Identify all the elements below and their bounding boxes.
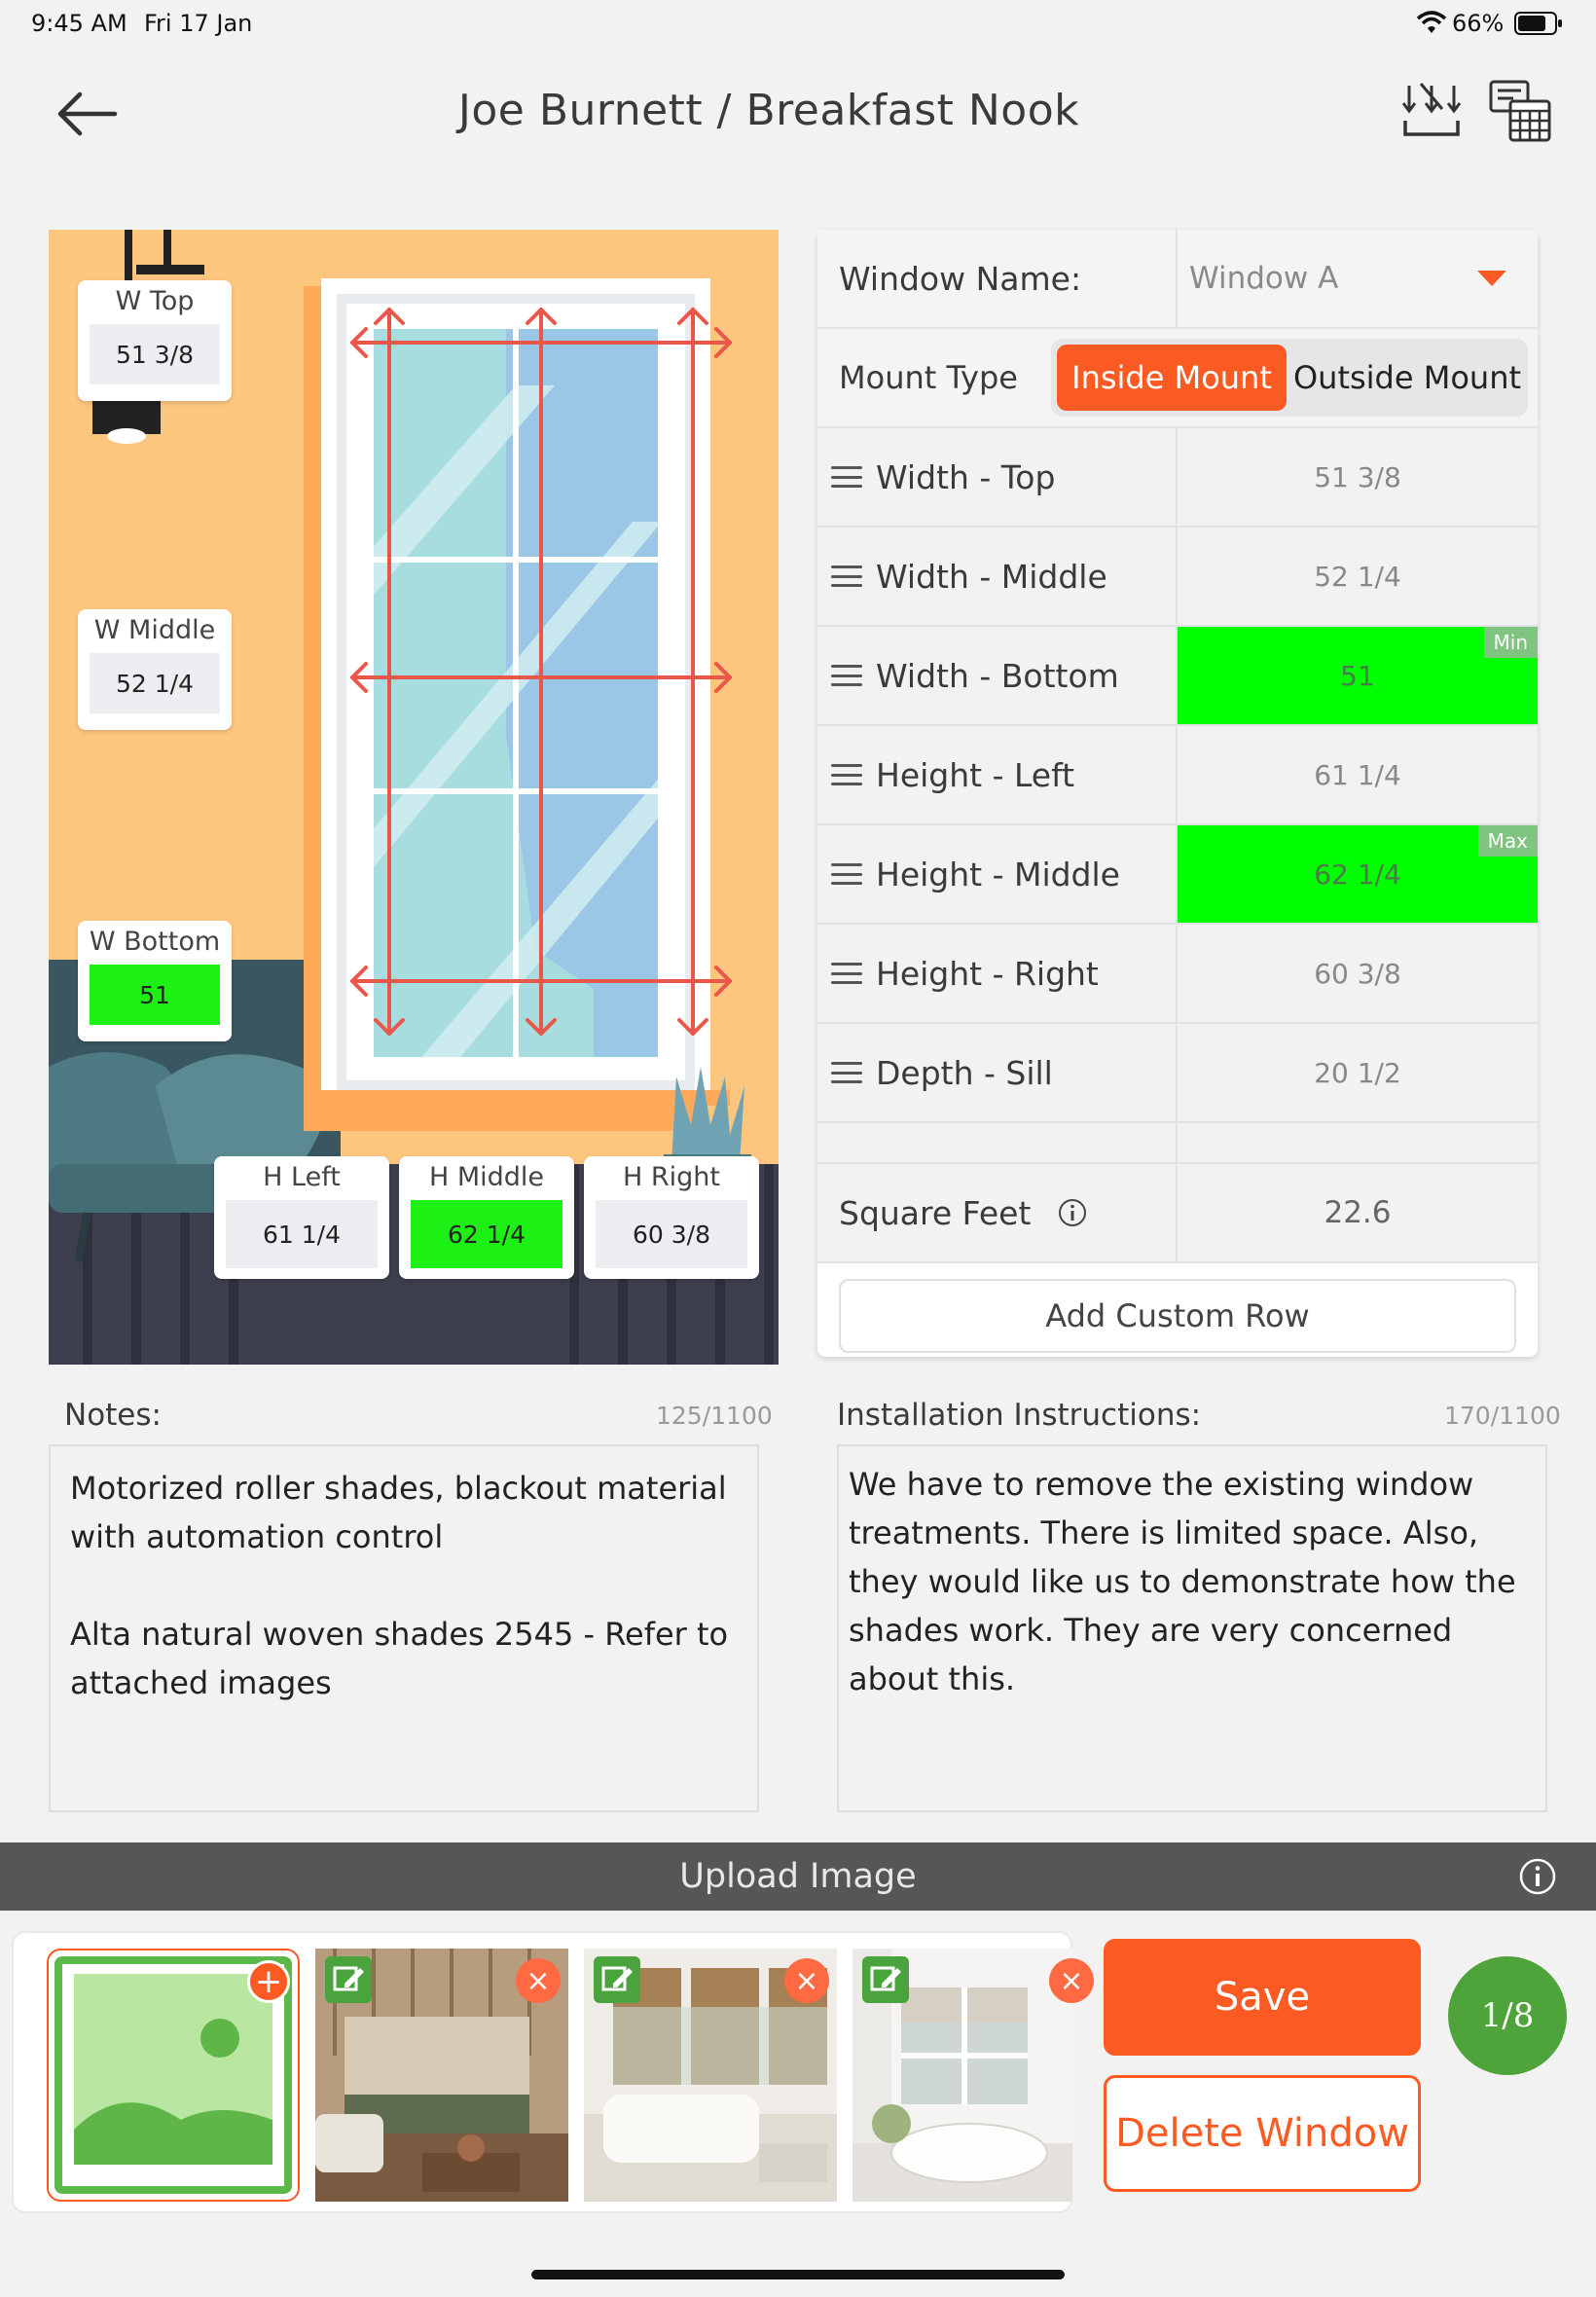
table-row[interactable] (817, 627, 1538, 726)
width-middle-label: Width - Middle (876, 557, 1107, 596)
window-diagram (49, 230, 779, 1365)
image-strip (12, 1931, 1084, 2213)
installation-label: Installation Instructions: (837, 1398, 1202, 1433)
h-middle-label: H Middle (428, 1162, 545, 1192)
row-label-cell (817, 925, 1178, 1022)
drag-handle-icon[interactable] (831, 665, 862, 686)
row-label-cell (817, 528, 1178, 625)
min-badge: Min (1484, 627, 1539, 658)
row-label-cell (817, 1123, 1178, 1162)
installation-textarea[interactable]: We have to remove the existing window treatments. There is limited space. Also, they would like us to demonstrate how the shades work. They are very concerned about this. (837, 1444, 1547, 1812)
delete-photo-icon[interactable]: × (1049, 1958, 1094, 2003)
drag-handle-icon[interactable] (831, 963, 862, 984)
w-top-value: 51 3/8 (90, 324, 220, 384)
image-placeholder-icon (74, 1974, 272, 2165)
notes-label: Notes: (64, 1398, 162, 1433)
height-middle-label: Height - Middle (876, 855, 1120, 893)
height-right-value[interactable]: 60 3/8 (1314, 957, 1401, 990)
row-label-cell (817, 1024, 1178, 1121)
table-row[interactable] (817, 428, 1538, 528)
outside-mount-option[interactable]: Outside Mount (1292, 359, 1522, 396)
width-top-label: Width - Top (876, 457, 1056, 496)
max-badge: Max (1478, 825, 1538, 857)
square-feet-value: 22.6 (1324, 1195, 1392, 1230)
h-right-label: H Right (623, 1162, 720, 1192)
plus-icon[interactable]: + (247, 1960, 290, 2003)
upload-info-icon[interactable] (1518, 1857, 1557, 1896)
delete-photo-icon[interactable]: × (784, 1958, 829, 2003)
import-measurements-icon[interactable] (1401, 80, 1462, 140)
mount-type-toggle (1051, 339, 1528, 417)
table-row-partial (817, 1123, 1538, 1164)
w-top-card[interactable] (78, 280, 232, 401)
width-middle-value[interactable]: 52 1/4 (1314, 560, 1401, 593)
table-row[interactable] (817, 925, 1538, 1024)
battery-percent: 66% (1452, 10, 1505, 37)
height-right-label: Height - Right (876, 954, 1099, 993)
w-middle-card[interactable] (78, 609, 232, 730)
mount-type-label: Mount Type (839, 359, 1018, 396)
installation-count: 170/1100 (1444, 1402, 1561, 1430)
upload-image-bar (0, 1842, 1596, 1911)
square-feet-label-cell (817, 1164, 1178, 1261)
add-custom-row-button[interactable]: Add Custom Row (839, 1279, 1516, 1353)
edit-icon[interactable] (594, 1956, 640, 2003)
page-title: Joe Burnett / Breakfast Nook (457, 86, 1080, 135)
drag-handle-icon[interactable] (831, 863, 862, 885)
photo-thumbnail[interactable] (852, 1949, 1084, 2202)
row-label-cell (817, 726, 1178, 823)
window-name-select[interactable] (1178, 230, 1538, 327)
mount-type-row (817, 329, 1538, 428)
row-label-cell (817, 825, 1178, 923)
h-left-value: 61 1/4 (226, 1200, 378, 1268)
height-left-label: Height - Left (876, 755, 1075, 794)
width-bottom-value: 51 (1340, 659, 1375, 692)
photo-thumbnail[interactable] (584, 1949, 837, 2202)
h-middle-value: 62 1/4 (411, 1200, 562, 1268)
home-indicator (531, 2270, 1065, 2279)
depth-sill-value[interactable]: 20 1/2 (1314, 1056, 1401, 1089)
width-bottom-label: Width - Bottom (876, 656, 1119, 695)
w-middle-label: W Middle (93, 615, 216, 645)
info-icon[interactable] (1058, 1198, 1087, 1227)
save-button[interactable]: Save (1104, 1939, 1421, 2056)
height-middle-cell[interactable] (1178, 825, 1538, 923)
window-name-value: Window A (1189, 261, 1339, 296)
h-right-card[interactable] (584, 1156, 759, 1279)
inside-mount-option[interactable]: Inside Mount (1057, 345, 1287, 411)
width-top-value[interactable]: 51 3/8 (1314, 460, 1401, 493)
table-row[interactable] (817, 726, 1538, 825)
w-middle-value: 52 1/4 (90, 653, 220, 713)
h-left-label: H Left (263, 1162, 341, 1192)
w-bottom-value: 51 (90, 965, 220, 1025)
table-row[interactable] (817, 825, 1538, 925)
height-middle-value: 62 1/4 (1314, 857, 1401, 891)
h-middle-card[interactable] (399, 1156, 574, 1279)
notes-textarea[interactable]: Motorized roller shades, blackout material with automation control Alta natural woven shades 2545 - Refer to attached images (49, 1444, 759, 1812)
wifi-icon (1416, 12, 1447, 35)
delete-window-button[interactable]: Delete Window (1104, 2075, 1421, 2192)
photo-thumbnail[interactable] (315, 1949, 568, 2202)
depth-sill-label: Depth - Sill (876, 1053, 1053, 1092)
chevron-down-icon (1477, 271, 1506, 288)
window-name-label: Window Name: (817, 230, 1178, 327)
calculator-icon[interactable] (1487, 78, 1553, 142)
window-name-row (817, 230, 1538, 329)
upload-image-title: Upload Image (679, 1857, 917, 1896)
drag-handle-icon[interactable] (831, 1062, 862, 1083)
drag-handle-icon[interactable] (831, 764, 862, 785)
drag-handle-icon[interactable] (831, 565, 862, 587)
edit-icon[interactable] (862, 1956, 909, 2003)
w-top-label: W Top (115, 286, 195, 316)
width-bottom-cell[interactable] (1178, 627, 1538, 724)
square-feet-label: Square Feet (839, 1193, 1032, 1232)
delete-photo-icon[interactable]: × (516, 1958, 561, 2003)
status-time: 9:45 AM (31, 10, 127, 37)
battery-icon (1514, 12, 1557, 35)
add-image-tile[interactable] (47, 1949, 300, 2202)
w-bottom-card[interactable] (78, 921, 232, 1041)
table-row[interactable] (817, 528, 1538, 627)
table-row[interactable] (817, 1024, 1538, 1123)
row-label-cell (817, 627, 1178, 724)
measurement-panel (817, 230, 1538, 1357)
notes-count: 125/1100 (656, 1402, 773, 1430)
h-left-card[interactable] (214, 1156, 389, 1279)
height-left-value[interactable]: 61 1/4 (1314, 758, 1401, 791)
drag-handle-icon[interactable] (831, 466, 862, 488)
row-label-cell (817, 428, 1178, 526)
edit-icon[interactable] (325, 1956, 372, 2003)
w-bottom-label: W Bottom (89, 927, 221, 957)
status-date: Fri 17 Jan (144, 10, 253, 37)
square-feet-row (817, 1164, 1538, 1263)
h-right-value: 60 3/8 (596, 1200, 747, 1268)
window-pager[interactable]: 1/8 (1448, 1956, 1567, 2075)
